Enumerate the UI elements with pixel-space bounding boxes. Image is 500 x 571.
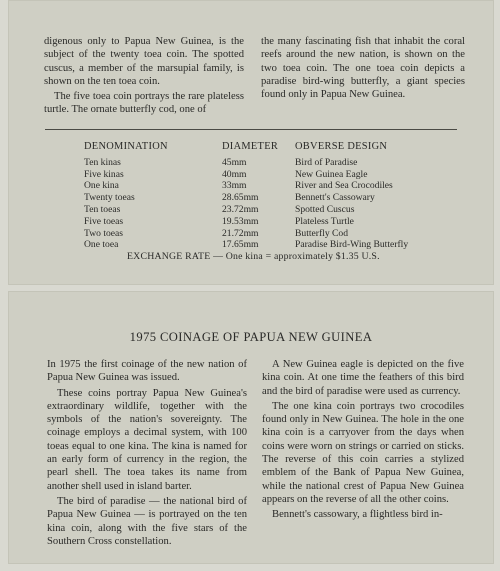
cell-design: Bird of Paradise	[295, 156, 358, 168]
page-title: 1975 COINAGE OF PAPUA NEW GUINEA	[129, 330, 373, 344]
page-bottom	[8, 291, 494, 564]
table-row	[84, 239, 464, 251]
table-row	[84, 216, 464, 228]
cell-design: New Guinea Eagle	[295, 168, 368, 180]
cell-denomination: Two toeas	[84, 227, 124, 239]
cell-denomination: One toea	[84, 239, 119, 251]
cell-design: Spotted Cuscus	[295, 203, 355, 215]
cell-diameter: 19.53mm	[222, 215, 259, 227]
exchange-rate: EXCHANGE RATE — One kina = approximately $1.35 U.S.	[127, 251, 380, 262]
table-header	[84, 141, 464, 153]
cell-design: River and Sea Crocodiles	[295, 180, 393, 192]
table-row	[84, 228, 464, 240]
paragraph: These coins portray Papua New Guinea's extraordinary wildlife, together with the symbols of the nation's sovereignty. The coinage employs a decimal system, with 100 toeas equal to one kina. The kina is named for an early form of currency in the region, the pearl shell. The toea takes its name from another shell used in island barter.	[47, 387, 247, 492]
cell-diameter: 28.65mm	[222, 192, 259, 204]
cell-diameter: 23.72mm	[222, 203, 259, 215]
header-denomination: DENOMINATION	[84, 141, 168, 152]
cell-denomination: Five kinas	[84, 168, 124, 180]
table-row	[84, 157, 464, 169]
top-left-column	[44, 35, 244, 119]
cell-denomination: Twenty toeas	[84, 192, 135, 204]
cell-design: Paradise Bird-Wing Butterfly	[295, 239, 409, 251]
header-diameter: DIAMETER	[222, 141, 279, 152]
table-row	[84, 192, 464, 204]
paragraph: A New Guinea eagle is depicted on the five kina coin. At one time the feathers of this bird and the bird of paradise were used as currency.	[262, 359, 464, 397]
table-row	[84, 204, 464, 216]
paragraph: In 1975 the first coinage of the new nation of Papua New Guinea was issued.	[47, 359, 247, 384]
cell-diameter: 33mm	[222, 180, 247, 192]
header-obverse-design: OBVERSE DESIGN	[295, 141, 388, 152]
bottom-left-column	[47, 358, 247, 550]
cell-diameter: 21.72mm	[222, 227, 259, 239]
paragraph: Bennett's cassowary, a flightless bird in-	[272, 509, 443, 521]
cell-diameter: 45mm	[222, 156, 247, 168]
table-row	[84, 180, 464, 192]
cell-denomination: Ten toeas	[84, 203, 121, 215]
cell-denomination: Ten kinas	[84, 156, 121, 168]
coin-table	[84, 141, 464, 251]
cell-design: Plateless Turtle	[295, 215, 354, 227]
table-row	[84, 169, 464, 181]
divider-rule	[45, 129, 457, 130]
bottom-right-column	[262, 358, 464, 524]
top-right-column	[261, 35, 465, 103]
cell-denomination: One kina	[84, 180, 119, 192]
cell-diameter: 17.65mm	[222, 239, 259, 251]
paragraph: The five toea coin portrays the rare plateless turtle. The ornate butterfly cod, one of	[44, 91, 244, 116]
paragraph: digenous only to Papua New Guinea, is the subject of the twenty toea coin. The spotted cuscus, a member of the marsupial family, is shown on the ten toea coin.	[44, 36, 244, 87]
page-top	[8, 0, 494, 285]
cell-diameter: 40mm	[222, 168, 247, 180]
paragraph: The one kina coin portrays two crocodiles found only in New Guinea. The hole in the one kina coin is a carryover from the days when coins were worn on strings or carried on sticks. The reverse of this coin carries a stylized emblem of the Bank of Papua New Guinea, while the national crest of Papua New Guinea appears on the reverse of all the other coins.	[262, 400, 464, 505]
cell-design: Butterfly Cod	[295, 227, 349, 239]
paragraph: The bird of paradise — the national bird of Papua New Guinea — is portrayed on the ten kina coin, along with the five stars of the Southern Cross constellation.	[47, 495, 247, 547]
cell-design: Bennett's Cassowary	[295, 192, 375, 204]
paragraph: the many fascinating fish that inhabit the coral reefs around the new nation, is shown on the two toea coin. The one toea coin depicts a paradise bird-wing butterfly, a giant species found only in Papua New Guinea.	[261, 36, 465, 101]
cell-denomination: Five toeas	[84, 215, 124, 227]
